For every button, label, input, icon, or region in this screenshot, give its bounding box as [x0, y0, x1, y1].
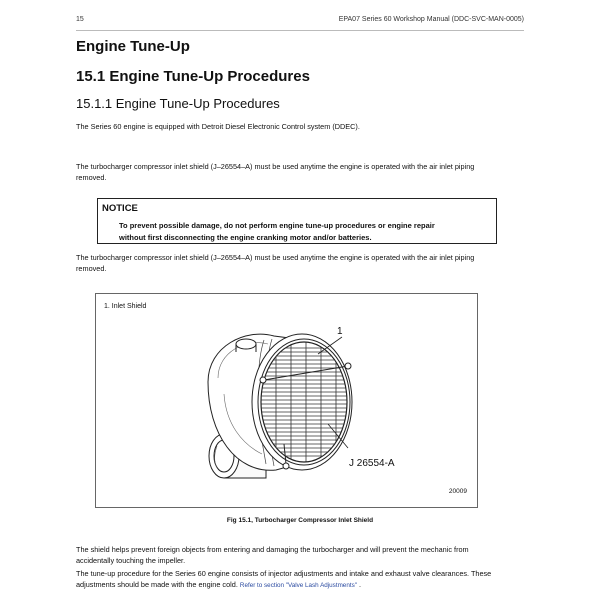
- tune-up-text-end: .: [356, 579, 362, 589]
- subsection-title: 15.1.1 Engine Tune-Up Procedures: [76, 96, 280, 111]
- tune-up-text: The tune-up procedure for the Series 60 engine consists of injector adjustments and intake and exhaust valve clearances. These adjustments should be made with the engine cold.: [76, 569, 492, 589]
- figure-code: 20009: [448, 488, 467, 495]
- paragraph-inlet-shield-repeat: The turbocharger compressor inlet shield (J–26554–A) must be used anytime the engine is operated with the air inlet piping removed.: [76, 253, 475, 273]
- figure-box: [95, 293, 478, 508]
- notice-box: [97, 198, 497, 244]
- turbocharger-illustration: [96, 294, 479, 509]
- notice-text: [119, 220, 491, 244]
- page-number: 15: [76, 16, 84, 23]
- figure-legend-item: 1. Inlet Shield: [104, 303, 147, 310]
- chapter-title: Engine Tune-Up: [76, 38, 190, 55]
- section-title: 15.1 Engine Tune-Up Procedures: [76, 68, 310, 85]
- paragraph-ddec: The Series 60 engine is equipped with Detroit Diesel Electronic Control system (DDEC).: [76, 122, 360, 131]
- figure-caption: Fig 15.1, Turbocharger Compressor Inlet Shield: [226, 517, 374, 524]
- valve-lash-link[interactable]: Refer to section "Valve Lash Adjustments": [239, 581, 357, 589]
- manual-title: EPA07 Series 60 Workshop Manual (DDC-SVC-MAN-0005): [338, 16, 524, 23]
- paragraph-shield-purpose: The shield helps prevent foreign objects from entering and damaging the turbocharger and will prevent the mechanic from accidentally touching the impeller.: [76, 545, 469, 565]
- part-number-label: J 26554-A: [349, 458, 395, 469]
- page-header: [76, 16, 524, 31]
- paragraph-inlet-shield: The turbocharger compressor inlet shield (J–26554–A) must be used anytime the engine is operated with the air inlet piping removed.: [76, 162, 475, 182]
- notice-line: To prevent possible damage, do not perform engine tune-up procedures or engine repair: [119, 221, 435, 230]
- notice-title: NOTICE: [102, 203, 138, 214]
- callout-number: 1: [337, 326, 343, 337]
- paragraph-tune-up-procedure: [76, 569, 506, 591]
- notice-line: without first disconnecting the engine cranking motor and/or batteries.: [119, 233, 372, 242]
